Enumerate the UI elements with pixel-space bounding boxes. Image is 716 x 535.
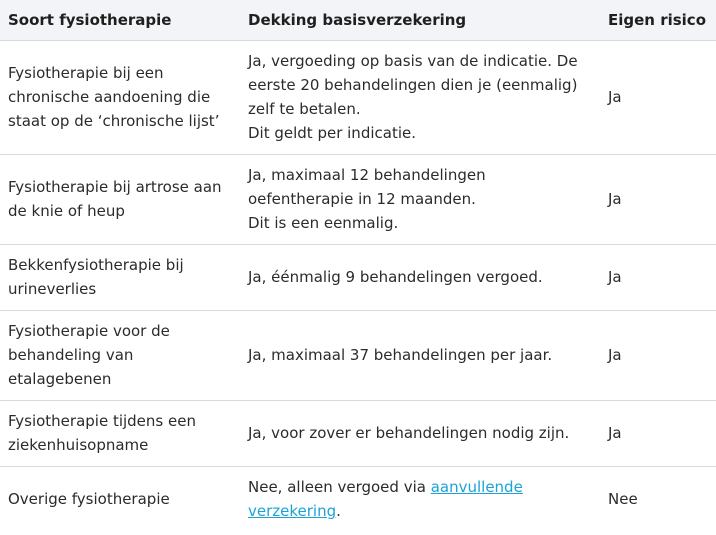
- row-coverage: [240, 310, 600, 400]
- row-coverage: [240, 400, 600, 466]
- table-row: [0, 154, 716, 244]
- coverage-line: Dit geldt per indicatie.: [248, 124, 416, 142]
- row-own-risk: Ja: [600, 400, 716, 466]
- header-dekking: Dekking basisverzekering: [240, 0, 600, 40]
- row-type: Overige fysiotherapie: [8, 490, 170, 509]
- table-row: [0, 244, 716, 310]
- table-header-row: [0, 0, 716, 40]
- coverage-line: Ja, vergoeding op basis van de indicatie. De eerste 20 behandelingen dien je (eenmalig) zelf te betalen.: [248, 52, 578, 118]
- table-row: [0, 400, 716, 466]
- table-row: [0, 310, 716, 400]
- row-coverage: [240, 154, 600, 244]
- header-soort: Soort fysiotherapie: [0, 0, 240, 40]
- row-coverage: [240, 40, 600, 154]
- coverage-line: Ja, voor zover er behandelingen nodig zijn.: [248, 424, 570, 442]
- row-type: Fysiotherapie tijdens een ziekenhuisopname: [0, 400, 240, 466]
- row-own-risk: Ja: [600, 310, 716, 400]
- coverage-suffix: .: [336, 502, 341, 521]
- aanvullende-verzekering-link[interactable]: aanvullende verzekering: [248, 478, 523, 521]
- row-type: Fysiotherapie bij artrose aan de knie of heup: [0, 154, 240, 244]
- coverage-line: Dit is een eenmalig.: [248, 214, 399, 232]
- coverage-line: Ja, maximaal 12 behandelingen oefentherapie in 12 maanden.: [248, 166, 486, 208]
- row-own-risk: Ja: [600, 40, 716, 154]
- table-row: [0, 466, 716, 532]
- row-own-risk: Ja: [600, 154, 716, 244]
- row-type: Fysiotherapie bij een chronische aandoening die staat op de ‘chronische lijst’: [0, 40, 240, 154]
- row-own-risk: Nee: [608, 490, 638, 509]
- coverage-line: Ja, éénmalig 9 behandelingen vergoed.: [248, 268, 543, 286]
- row-coverage: [240, 466, 600, 532]
- row-coverage: [240, 244, 600, 310]
- row-type: Fysiotherapie voor de behandeling van etalagebenen: [0, 310, 240, 400]
- coverage-text: Nee, alleen vergoed via: [248, 478, 431, 497]
- header-eigen-risico: Eigen risico: [600, 0, 716, 40]
- table-row: [0, 40, 716, 154]
- row-own-risk: Ja: [600, 244, 716, 310]
- row-type: Bekkenfysiotherapie bij urineverlies: [0, 244, 240, 310]
- coverage-line: Ja, maximaal 37 behandelingen per jaar.: [248, 346, 553, 364]
